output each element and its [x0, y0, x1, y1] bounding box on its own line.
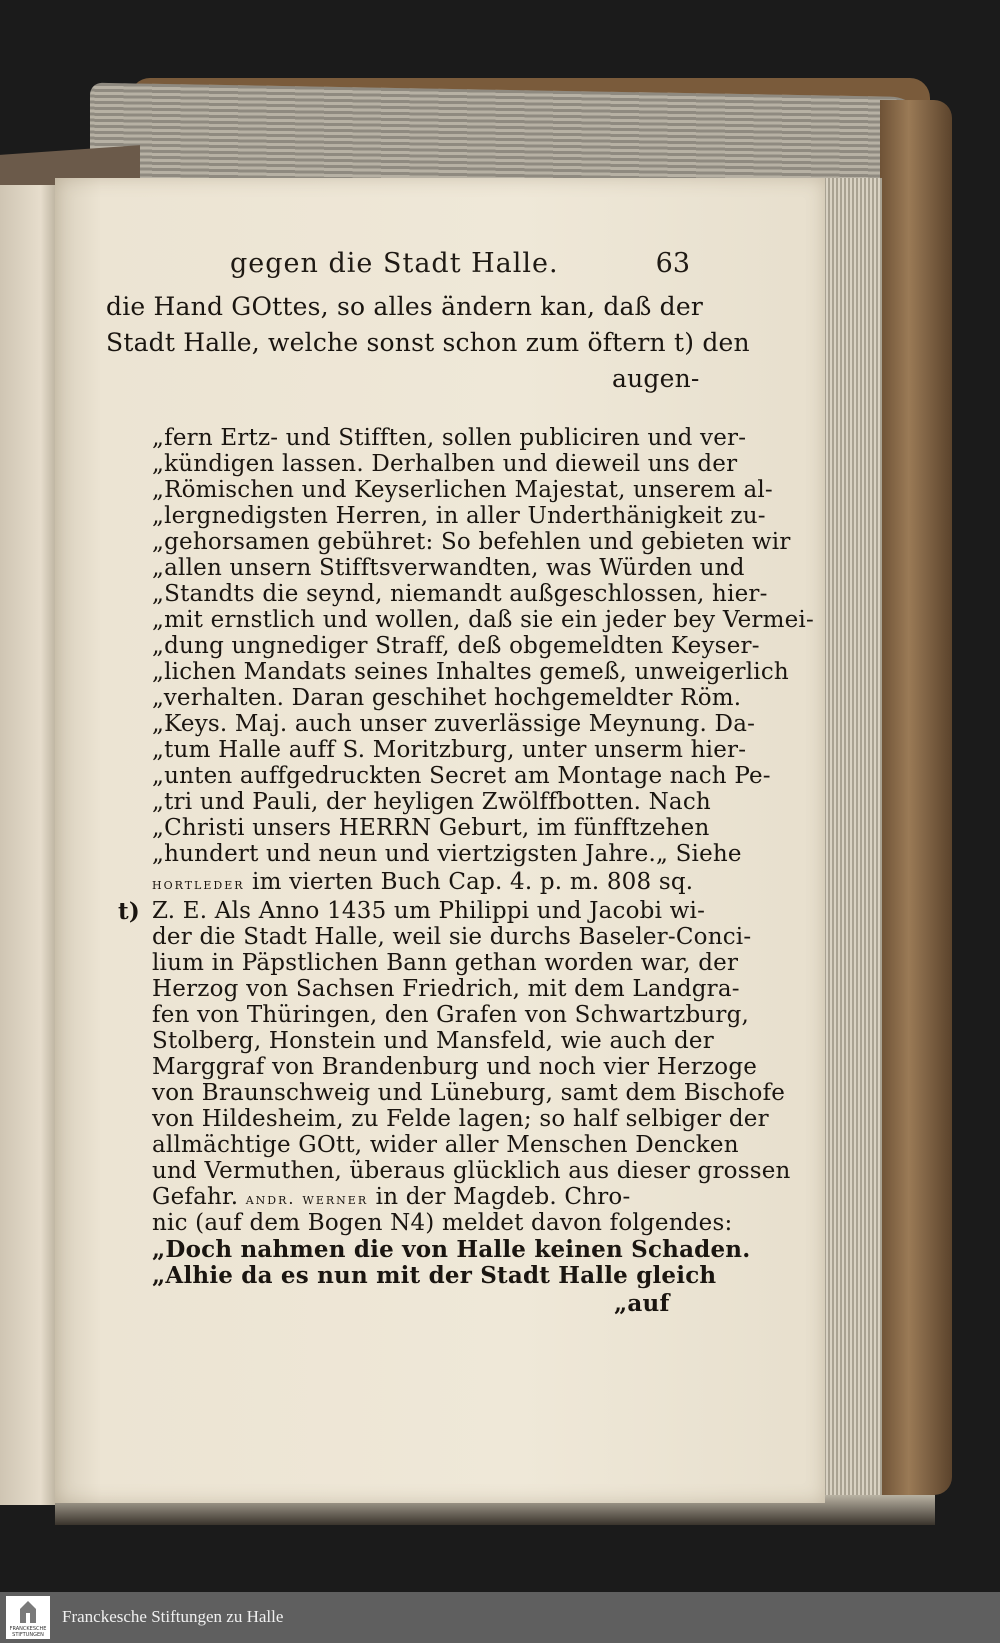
footnote-marker: t) — [118, 898, 140, 925]
quote-line: „unten auffgedruckten Secret am Montage nach Pe- — [152, 763, 771, 789]
quote-line: „tri und Pauli, der heyligen Zwölffbotten. Nach — [152, 789, 711, 815]
quote-line: „allen unsern Stifftsverwandten, was Würden und — [152, 555, 745, 581]
footnote-line: Stolberg, Honstein und Mansfeld, wie auch der — [152, 1028, 714, 1054]
institution-logo — [6, 1596, 50, 1639]
author-name-hortleder: hortleder — [152, 874, 245, 893]
quote-line: „lichen Mandats seines Inhaltes gemeß, unweigerlich — [152, 659, 789, 685]
citation-pre: Gefahr. — [152, 1184, 239, 1210]
franckesche-logo-icon — [20, 1601, 36, 1623]
main-line: die Hand GOttes, so alles ändern kan, daß der — [106, 292, 704, 321]
citation-line — [152, 869, 693, 895]
footnote-line: „Doch nahmen die von Halle keinen Schaden. — [152, 1236, 751, 1263]
footnote-line: Herzog von Sachsen Friedrich, mit dem Landgra- — [152, 976, 740, 1002]
main-line: augen- — [612, 364, 700, 393]
quote-line: „Keys. Maj. auch unser zuverlässige Meynung. Da- — [152, 711, 756, 737]
catchword: „auf — [614, 1290, 670, 1317]
footer-bar — [0, 1592, 1000, 1643]
logo-caption: FRANCKESCHE STIFTUNGEN — [9, 1626, 47, 1638]
quote-line: „tum Halle auff S. Moritzburg, unter unserm hier- — [152, 737, 747, 763]
quote-line: „Christi unsers HERRN Geburt, im fünfftzehen — [152, 815, 710, 841]
footnote-line: lium in Päpstlichen Bann gethan worden war, der — [152, 950, 739, 976]
citation-post: in der Magdeb. Chro- — [375, 1184, 631, 1210]
quote-line: „Römischen und Keyserlichen Majestat, unserem al- — [152, 477, 773, 503]
footnote-line: nic (auf dem Bogen N4) meldet davon folgendes: — [152, 1210, 733, 1236]
footnote-line: der die Stadt Halle, weil sie durchs Baseler-Conci- — [152, 924, 752, 950]
main-line: Stadt Halle, welche sonst schon zum öftern t) den — [106, 328, 750, 357]
footnote-line: von Braunschweig und Lüneburg, samt dem Bischofe — [152, 1080, 786, 1106]
left-page-sliver — [0, 185, 60, 1505]
quote-line: „Standts die seynd, niemandt außgeschlossen, hier- — [152, 581, 768, 607]
book-cover-right — [880, 100, 952, 1495]
footnote-line: allmächtige GOtt, wider aller Menschen Dencken — [152, 1132, 739, 1158]
quote-line: „kündigen lassen. Derhalben und dieweil uns der — [152, 451, 738, 477]
quote-line: „fern Ertz- und Stifften, sollen publiciren und ver- — [152, 425, 747, 451]
running-head: gegen die Stadt Halle. — [230, 248, 559, 279]
footnote-line: Marggraf von Brandenburg und noch vier Herzoge — [152, 1054, 758, 1080]
quote-line: „verhalten. Daran geschihet hochgemeldter Röm. — [152, 685, 742, 711]
werner-citation-line — [152, 1184, 630, 1210]
footnote-line: von Hildesheim, zu Felde lagen; so half selbiger der — [152, 1106, 769, 1132]
quote-line: „mit ernstlich und wollen, daß sie ein jeder bey Vermei- — [152, 607, 814, 633]
citation-text: im vierten Buch Cap. 4. p. m. 808 sq. — [252, 869, 694, 895]
quote-line: „lergnedigsten Herren, in aller Underthänigkeit zu- — [152, 503, 766, 529]
book-page-edges-top — [90, 83, 930, 193]
footnote-line: fen von Thüringen, den Grafen von Schwartzburg, — [152, 1002, 750, 1028]
institution-name: Franckesche Stiftungen zu Halle — [62, 1607, 284, 1626]
page-number: 63 — [655, 248, 690, 279]
footnote-line: und Vermuthen, überaus glücklich aus dieser grossen — [152, 1158, 791, 1184]
author-name-werner: andr. werner — [245, 1189, 369, 1208]
quote-line: „dung ungnediger Straff, deß obgemeldten Keyser- — [152, 633, 760, 659]
book-page-edges-right — [822, 178, 882, 1498]
quote-line: „gehorsamen gebühret: So befehlen und gebieten wir — [152, 529, 791, 555]
footnote-line: „Alhie da es nun mit der Stadt Halle gleich — [152, 1262, 717, 1289]
footnote-line: Z. E. Als Anno 1435 um Philippi und Jacobi wi- — [152, 898, 706, 924]
quote-line: „hundert und neun und viertzigsten Jahre.„ Siehe — [152, 841, 742, 867]
